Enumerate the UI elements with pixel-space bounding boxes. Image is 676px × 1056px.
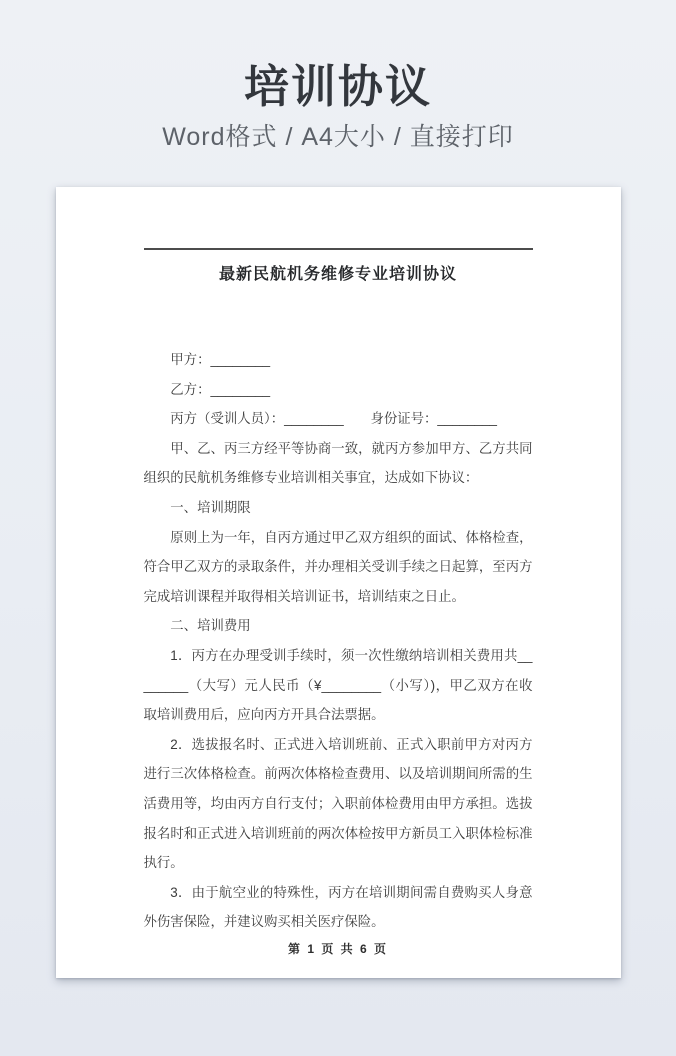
document-page <box>56 187 621 978</box>
section-heading-2: 二、培训费用 <box>170 618 251 634</box>
page-title: 培训协议 <box>243 61 432 112</box>
section-2-item-1: 1．丙方在办理受训手续时，须一次性缴纳培训相关费用共________（大写）元人民币（¥________（小写）)，甲乙双方在收取培训费用后，应向丙方开具合法票据。 <box>143 647 533 723</box>
section-2-item-2: 2．选拔报名时、正式进入培训班前、正式入职前甲方对丙方进行三次体格检查。前两次体格检查费用、以及培训期间所需的生活费用等，均由丙方自行支付；入职前体检费用由甲方承担。选拔报名时和正式进入培训班前的两次体检按甲方新员工入职体检标准执行。 <box>143 736 533 871</box>
party-c-line: 丙方（受训人员）：________ 身份证号：________ <box>170 411 498 427</box>
party-b-line: 乙方：________ <box>170 381 271 397</box>
page-subtitle: Word格式 / A4大小 / 直接打印 <box>162 123 514 151</box>
party-a-line: 甲方：________ <box>170 352 271 367</box>
document-top-rule <box>144 248 533 250</box>
preview-header <box>0 0 676 154</box>
section-2-item-3: 3．由于航空业的特殊性，丙方在培训期间需自费购买人身意外伤害保险，并建议购买相关医疗保险。 <box>143 884 533 930</box>
document-body <box>144 345 533 961</box>
intro-paragraph: 甲、乙、丙三方经平等协商一致，就丙方参加甲方、乙方共同组织的民航机务维修专业培训相关事宜，达成如下协议： <box>143 440 533 486</box>
page-number: 第 1 页 共 6 页 <box>287 941 389 956</box>
section-heading-1: 一、培训期限 <box>170 499 251 515</box>
document-title: 最新民航机务维修专业培训协议 <box>218 266 457 283</box>
section-1-paragraph: 原则上为一年，自丙方通过甲乙双方组织的面试、体格检查，符合甲乙双方的录取条件，并办理相关受训手续之日起算，至丙方完成培训课程并取得相关培训证书，培训结束之日止。 <box>143 529 533 604</box>
